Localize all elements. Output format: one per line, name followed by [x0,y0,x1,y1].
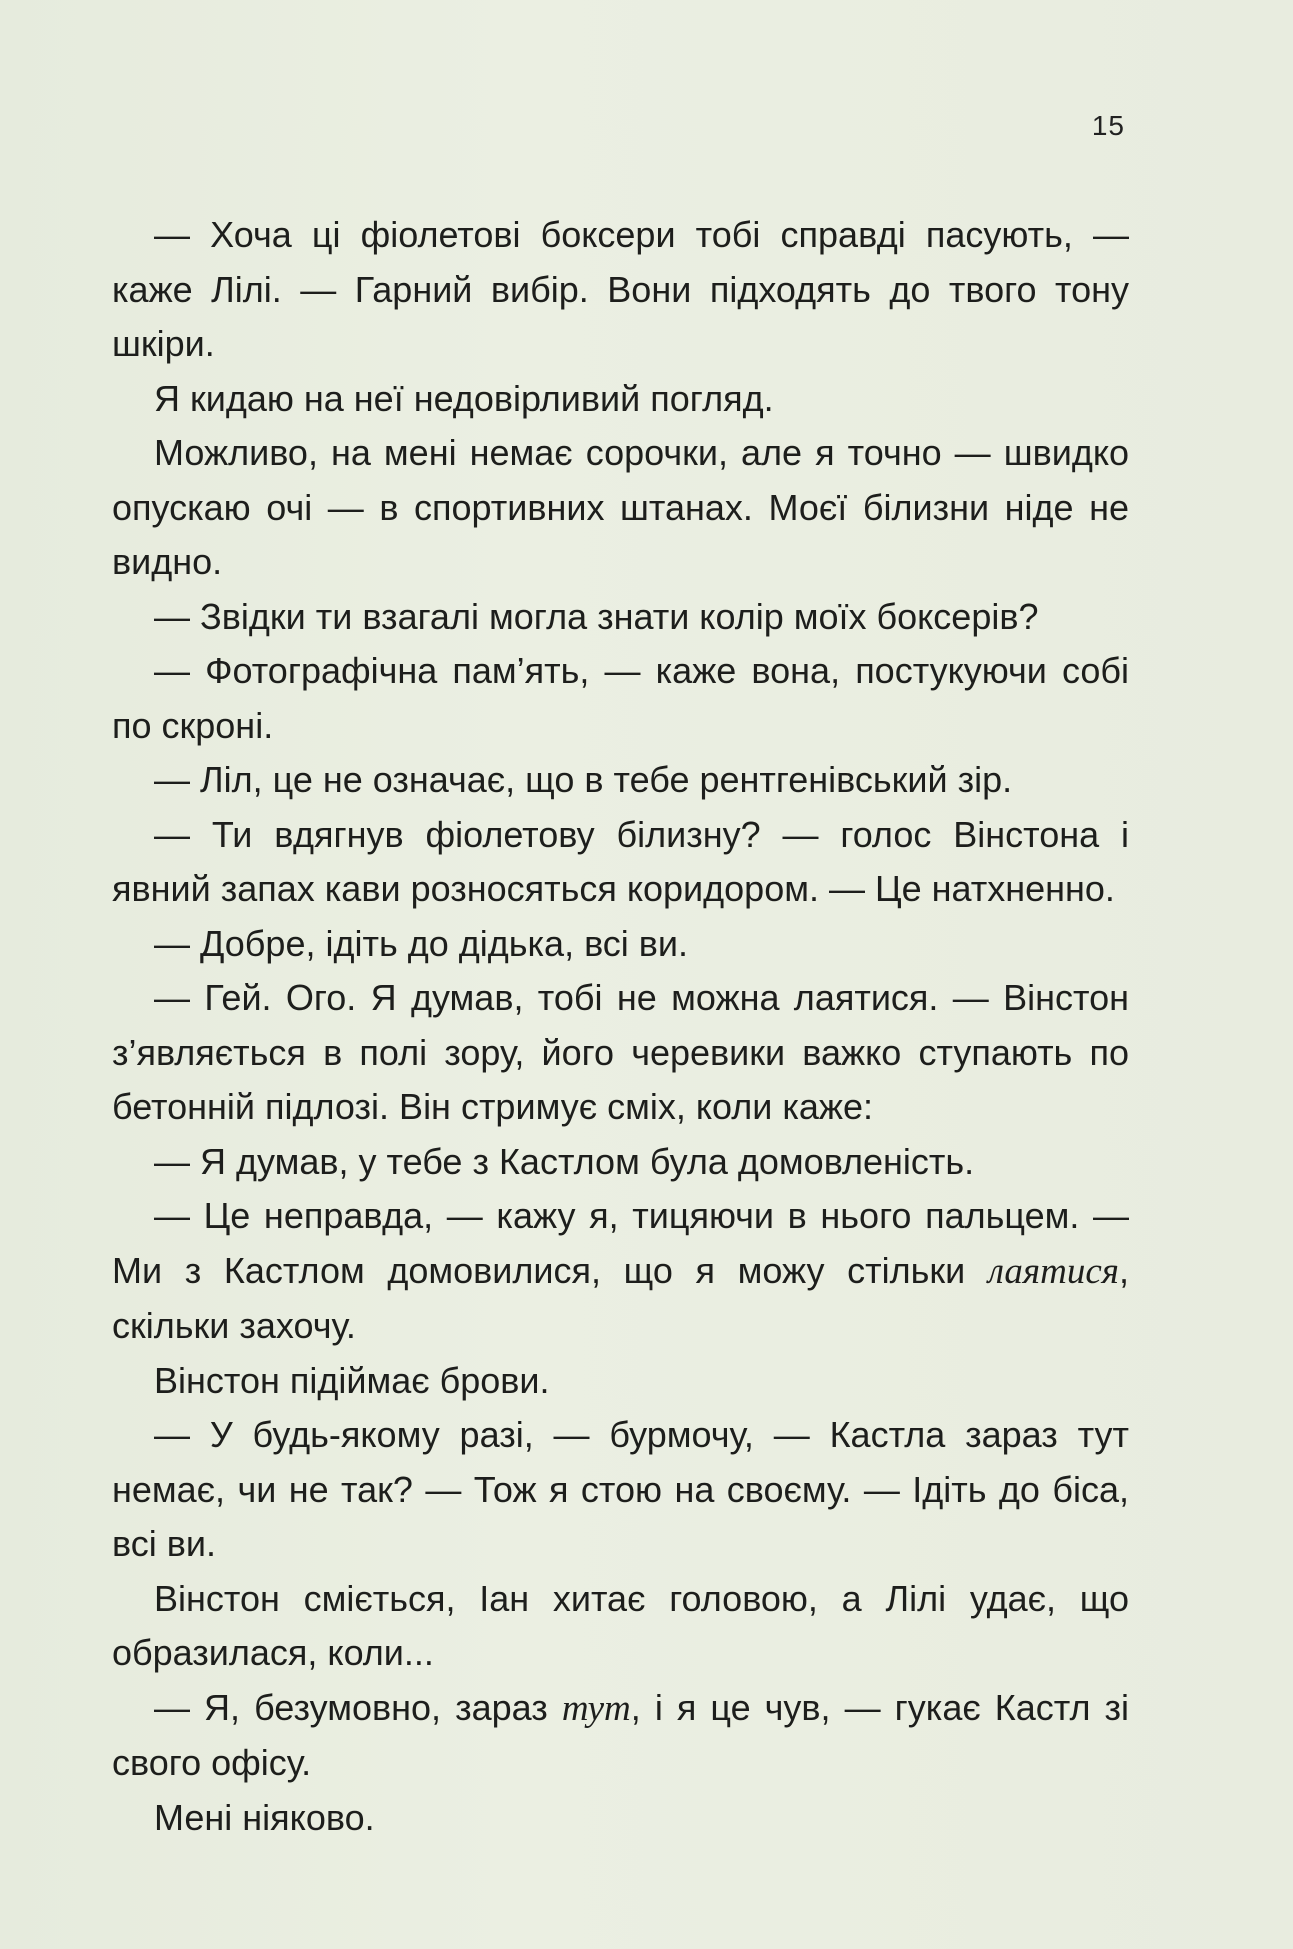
paragraph: — Ти вдягнув фіолетову білизну? — голос Вінстона і явний запах кави розносяться коридором. — Це натхненно. [112,813,1129,909]
body-text [112,208,1129,1845]
paragraph: — Звідки ти взагалі могла знати колір моїх боксерів? [154,595,1039,637]
paragraph: Мені ніяково. [154,1796,375,1838]
paragraph: — У будь-якому разі, — бурмочу, — Кастла зараз тут немає, чи не так? — Тож я стою на своєму. — Ідіть до біса, всі ви. [112,1414,1129,1564]
emphasis: лаятися [987,1250,1119,1292]
paragraph: — Фотографічна пам’ять, — каже вона, постукуючи собі по скроні. [112,650,1129,746]
paragraph: — Гей. Ого. Я думав, тобі не можна лаятися. — Вінстон з’являється в полі зору, його черевики важко ступають по бетонній підлозі. Він стримує сміх, коли каже: [112,977,1129,1127]
paragraph: — Хоча ці фіолетові боксери тобі справді пасують, — каже Лілі. — Гарний вибір. Вони підходять до твого тону шкіри. [112,214,1129,364]
paragraph: Я кидаю на неї недовірливий погляд. [154,377,774,419]
paragraph: — Добре, ідіть до дідька, всі ви. [154,922,689,964]
paragraph: — Ліл, це не означає, що в тебе рентгенівський зір. [154,759,1013,800]
paragraph: Вінстон підіймає брови. [154,1359,550,1401]
paragraph: — Я, безумовно, зараз тут, і я це чув, — гукає Кастл зі свого офісу. [112,1686,1130,1783]
page-number: 15 [1091,110,1125,141]
emphasis: тут [561,1687,631,1729]
paragraph: — Це неправда, — кажу я, тицяючи в нього пальцем. — Ми з Кастлом домовилися, що я можу стільки лаятися, скільки захочу. [112,1195,1129,1346]
paragraph: — Я думав, у тебе з Кастлом була домовленість. [154,1140,975,1182]
paragraph: Можливо, на мені немає сорочки, але я точно — швидко опускаю очі — в спортивних штанах. Моєї білизни ніде не видно. [112,432,1129,582]
paragraph: Вінстон сміється, Іан хитає головою, а Лілі удає, що образилася, коли... [112,1577,1129,1673]
